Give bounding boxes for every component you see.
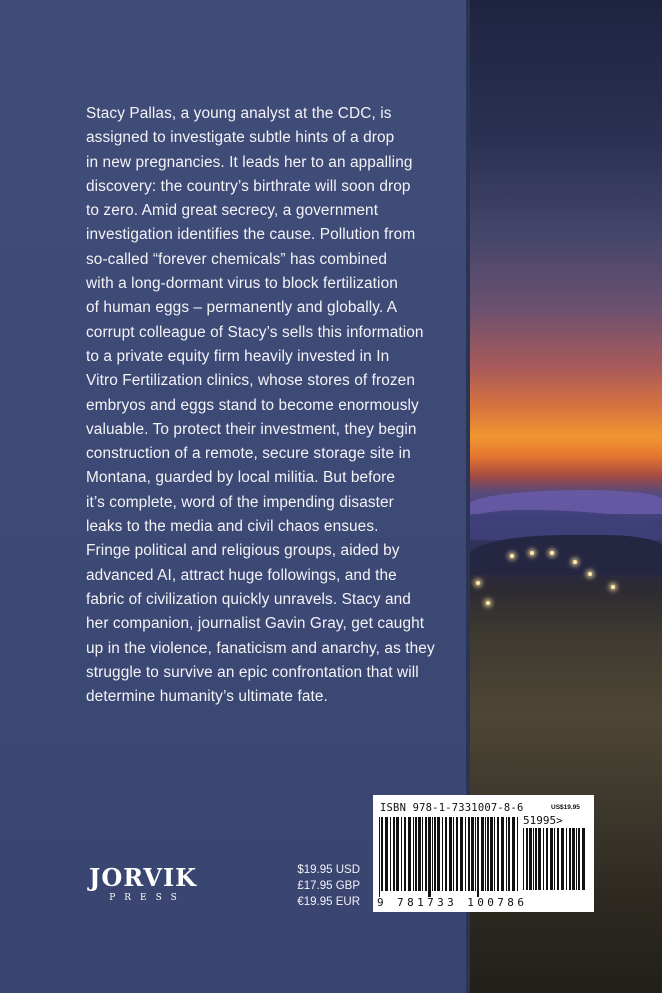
barcode-addon-digits: 51995> [523,814,563,827]
distant-light [573,560,577,564]
publisher-name: JORVIK [88,863,198,892]
distant-light [476,581,480,585]
back-cover-blurb: Stacy Pallas, a young analyst at the CDC, is assigned to investigate subtle hints of a drop in new pregnancies. It leads her to an appalling discovery: the country’s birthrate will soon drop to zero. Amid great secrecy, a government investigation identifies the cause. Pollution from so-called “forever chemicals” has combined with a long-dormant virus to block fertilization of human eggs – permanently and globally. A corrupt colleague of Stacy’s sells this information to a private equity firm heavily invested in In Vitro Fertilization clinics, whose stores of frozen embryos and eggs stand to become enormously valuable. To protect their investment, they begin construction of a remote, secure storage site in Montana, guarded by local militia. But before it’s complete, word of the impending disaster leaks to the media and civil chaos ensues. Fringe political and religious groups, aided by advanced AI, attract huge followings, and the fabric of civilization quickly unravels. Stacy and her companion, journalist Gavin Gray, get caught up in the violence, fanaticism and anarchy, as they struggle to survive an epic confrontation that will determine humanity’s ultimate fate. [86,105,435,706]
isbn-barcode [373,795,594,912]
distant-light [530,551,534,555]
distant-light [588,572,592,576]
distant-light [550,551,554,555]
isbn-number: ISBN 978-1-7331007-8-6 [380,802,524,814]
publisher-subtitle: PRESS [109,893,186,903]
distant-light [510,554,514,558]
addon-barcode-bars [523,828,587,896]
publisher-logo [84,865,202,903]
mountain-ridge [470,535,662,575]
price-gbp: £17.95 GBP [297,880,360,892]
price-usd: $19.95 USD [297,864,360,876]
barcode-price-code: US$19.95 [551,804,580,811]
price-list [270,862,360,910]
price-eur: €19.95 EUR [297,896,360,908]
ean-barcode-bars [379,817,519,897]
distant-light [486,601,490,605]
ean-digits: 9 781733 100786 [377,896,528,909]
distant-light [611,585,615,589]
